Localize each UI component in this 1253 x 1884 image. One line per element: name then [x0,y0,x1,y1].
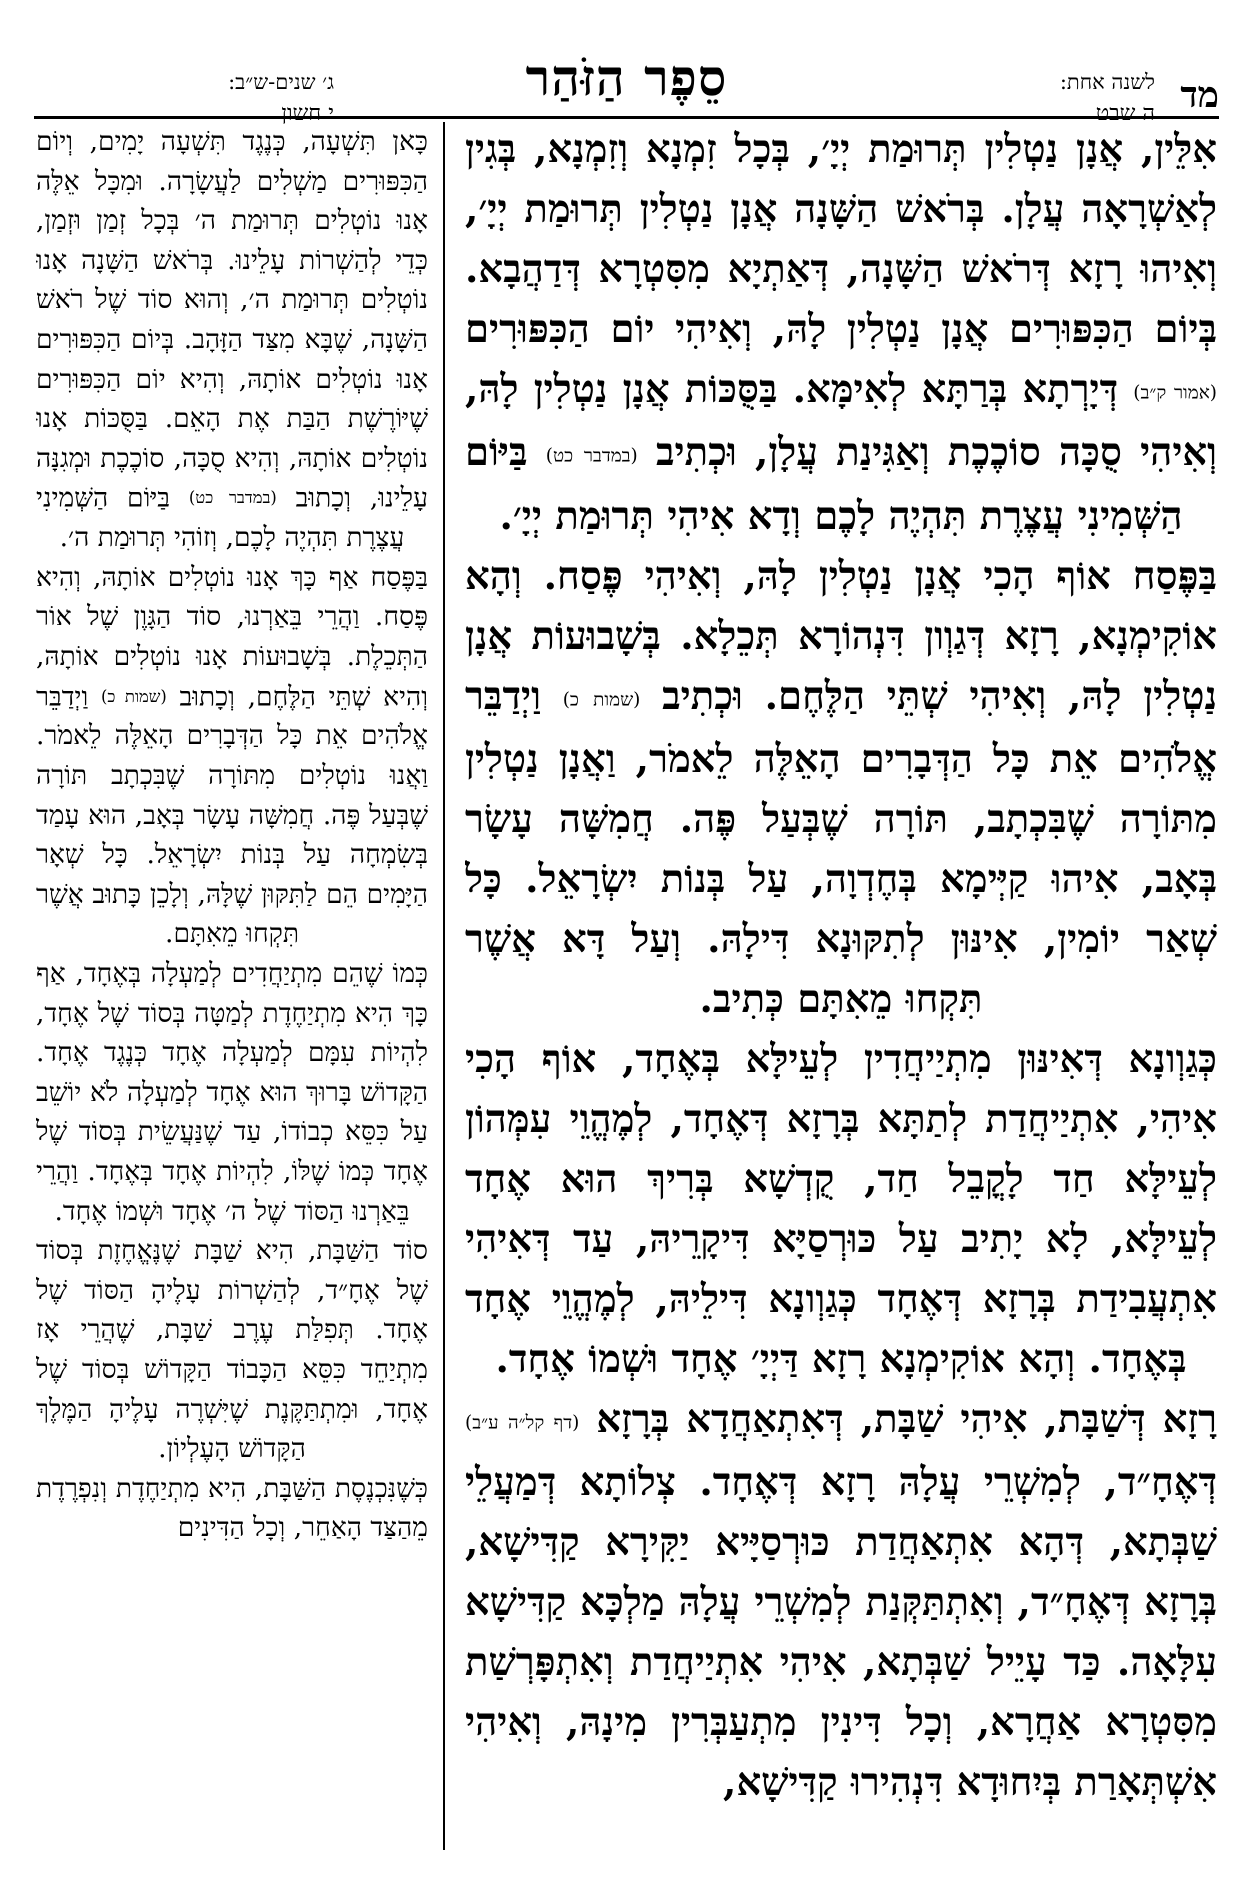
source-reference: (שמות כ) [100,686,167,706]
source-reference: (אמור ק״ב) [1133,382,1217,404]
folio-reference: (דף קל״ה ע״ב) [465,1412,580,1434]
main-paragraph-3: כְּגַוְונָא דְּאִינּוּן מִתְיַיחֲדִין לְעֵילָּא בְּאֶחָד, אוֹף הָכִי אִיהִי, אִתְיַיחֲדַת לְתַתָּא בְּרָזָא דְּאֶחָד, לְמֶהֱוֵי עִמְּהוֹן לְעֵילָּא חַד לָקֳבֵל חַד, קֻדְשָׁא בְּרִיךְ הוּא אֶחָד לְעֵילָּא, לָא יָתִיב עַל כּוּרְסַיָּא דִּיקָרֵיהּ, עַד דְּאִיהִי אִתְעֲבִידַת בְּרָזָא דְּאֶחָד כְּגַוְונָא דִּילֵיהּ, לְמֶהֱוֵי אֶחָד בְּאֶחָד. וְהָא אוֹקִימְנָא רָזָא דַּיְיָ׳ אֶחָד וּשְׁמוֹ אֶחָד. [465,1036,1217,1382]
main-paragraph-2: בַּפֶּסַח אוֹף הָכִי אֲנָן נַטְלִין לָהּ, וְאִיהִי פֶּסַח. וְהָא אוֹקִימְנָא, רָזָא דְּגַוְון דִּנְהוֹרָא תְּכֵלָא. בְּשָׁבוּעוֹת אֲנָן נַטְלִין לָהּ, וְאִיהִי שְׁתֵּי הַלֶּחֶם. וּכְתִיב (שמות כ) וַיְדַבֵּר אֱלֹהִים אֵת כָּל הַדְּבָרִים הָאֵלֶּה לֵאמֹר, וַאֲנָן נַטְלִין מִתּוֹרָה שֶׁבִּכְתָב, תּוֹרָה שֶׁבְּעַל פֶּה. חֲמִשָּׁה עָשָׂר בְּאָב, אִיהוּ קַיְּימָא בְּחֶדְוָה, עַל בְּנוֹת יִשְׂרָאֵל. כָּל שְׁאַר יוֹמִין, אִינּוּן לְתִקּוּנָא דִּילָהּ. וְעַל דָּא אֲשֶׁר תִּקְחוּ מֵאִתָּם כְּתִיב. [465,553,1217,1022]
schedule-date: י חשון [281,101,334,126]
schedule-date: ה שבט [1095,101,1155,126]
translation-paragraph-5: כְּשֶׁנִּכְנֶסֶת הַשַּׁבָּת, הִיא מִתְיַחֶדֶת וְנִפְרֶדֶת מֵהַצַּד הָאַחֵר, וְכָל הַדִּינִים [36,1472,428,1544]
source-reference: (שמות כ) [562,688,641,710]
translation-paragraph-3: כְּמוֹ שֶׁהֵם מִתְיַחֲדִים לְמַעְלָה בְּאֶחָד, אַף כָּךְ הִיא מִתְיַחֶדֶת לְמַטָּה בְּסוֹד שֶׁל אֶחָד, לִהְיוֹת עִמָּם לְמַעְלָה אֶחָד כְּנֶגֶד אֶחָד. הַקָּדוֹשׁ בָּרוּךְ הוּא אֶחָד לְמַעְלָה לֹא יוֹשֵׁב עַל כִּסֵּא כְבוֹדוֹ, עַד שֶׁנַּעֲשֵׂית בְּסוֹד שֶׁל אֶחָד כְּמוֹ שֶׁלּוֹ, לִהְיוֹת אֶחָד בְּאֶחָד. וַהֲרֵי בֵּאַרְנוּ הַסּוֹד שֶׁל ה׳ אֶחָד וּשְׁמוֹ אֶחָד. [36,958,428,1227]
page-number: מד [1180,74,1219,116]
translation-column [36,122,428,1854]
main-paragraph-4: רָזָא דְּשַׁבָּת, אִיהִי שַׁבָּת, דְּאִתְאַחֲדָא בְּרָזָא (דף קל״ה ע״ב) דְּאֶחָ״ד, לְמִשְׁרֵי עֲלָהּ רָזָא דְּאֶחָד. צְלוֹתָא דְּמַעֲלֵי שַׁבְּתָא, דְּהָא אִתְאַחֲדַת כּוּרְסַיָּיא יַקִּירָא קַדִּישָׁא, בְּרָזָא דְּאֶחָ״ד, וְאִתְתַּקְּנַת לְמִשְׁרֵי עֲלָהּ מַלְכָּא קַדִּישָׁא עִלָּאָה. כַּד עָיֵיל שַׁבְּתָא, אִיהִי אִתְיַיחֲדַת וְאִתְפָּרְשַׁת מִסִּטְרָא אַחֲרָא, וְכָל דִּינִין מִתְעַבְּרִין מִינָהּ, וְאִיהִי אִשְׁתְּאָרַת בְּיִחוּדָא דִּנְהִירוּ קַדִּישָׁא, [465,1396,1217,1806]
main-text-column [465,120,1217,1854]
schedule-label: ג׳ שנים-ש״ב: [228,70,334,94]
main-paragraph-1: אִלֵּין, אֲנָן נַטְלִין תְּרוּמַת יְיָ׳, בְּכָל זִמְנָא וְזִמְנָא, בְּגִין לְאַשְׁרָאָה עֲלָן. בְּרֹאשׁ הַשָּׁנָה אֲנָן נַטְלִין תְּרוּמַת יְיָ׳, וְאִיהוּ רָזָא דְּרֹאשׁ הַשָּׁנָה, דְּאַתְיָא מִסִּטְרָא דְּדַהֲבָא. בְּיוֹם הַכִּפּוּרִים אֲנָן נַטְלִין לָהּ, וְאִיהִי יוֹם הַכִּפּוּרִים (אמור ק״ב) דְּיָרְתָא בְּרַתָּא לְאִימָּא. בַּסֻּכּוֹת אֲנָן נַטְלִין לָהּ, וְאִיהִי סֻכָּה סוֹכֶכֶת וְאַגִּינַת עֲלָן, וּכְתִיב (במדבר כט) בַּיּוֹם הַשְּׁמִינִי עֲצֶרֶת תִּהְיֶה לָכֶם וְדָא אִיהִי תְּרוּמַת יְיָ׳. [465,127,1217,539]
translation-paragraph-1: כָּאן תִּשְׁעָה, כְּנֶגֶד תִּשְׁעָה יָמִים, וְיוֹם הַכִּפּוּרִים מַשְׁלִים לַעֲשָׂרָה. וּמִכָּל אֵלֶּה אָנוּ נוֹטְלִים תְּרוּמַת ה׳ בְּכָל זְמַן וּזְמַן, כְּדֵי לְהַשְׁרוֹת עָלֵינוּ. בְּרֹאשׁ הַשָּׁנָה אָנוּ נוֹטְלִים תְּרוּמַת ה׳, וְהוּא סוֹד שֶׁל רֹאשׁ הַשָּׁנָה, שֶׁבָּא מִצַּד הַזָּהָב. בְּיוֹם הַכִּפּוּרִים אָנוּ נוֹטְלִים אוֹתָהּ, וְהִיא יוֹם הַכִּפּוּרִים שֶׁיּוֹרֶשֶׁת הַבַּת אֶת הָאֵם. בַּסֻּכּוֹת אָנוּ נוֹטְלִים אוֹתָהּ, וְהִיא סֻכָּה, סוֹכֶכֶת וּמְגִנָּה עָלֵינוּ, וְכָתוּב (במדבר כט) בַּיּוֹם הַשְּׁמִינִי עֲצֶרֶת תִּהְיֶה לָכֶם, וְזוֹהִי תְּרוּמַת ה׳. [36,126,428,554]
source-reference: (במדבר כט) [545,445,638,467]
header-rule [34,116,1219,119]
column-divider [443,122,445,1850]
source-reference: (במדבר כט) [188,488,277,508]
study-schedule-three-year [34,66,334,130]
schedule-label: לשנה אחת: [1059,70,1155,94]
translation-paragraph-4: סוֹד הַשַּׁבָּת, הִיא שַׁבָּת שֶׁנֶּאֱחֶזֶת בְּסוֹד שֶׁל אֶחָ״ד, לְהַשְׁרוֹת עָלֶיהָ הַסּוֹד שֶׁל אֶחָד. תְּפִלַּת עֶרֶב שַׁבָּת, שֶׁהֲרֵי אָז מִתְיַחֵד כִּסֵּא הַכָּבוֹד הַקָּדוֹשׁ בְּסוֹד שֶׁל אֶחָד, וּמִתְתַּקֶּנֶת שֶׁיִּשְׁרֶה עָלֶיהָ הַמֶּלֶךְ הַקָּדוֹשׁ הָעֶלְיוֹן. [36,1235,428,1465]
book-title: סֵפֶר הַזֹּהַר [525,48,728,107]
page-header [34,38,1219,124]
translation-paragraph-2: בַּפֶּסַח אַף כָּךְ אָנוּ נוֹטְלִים אוֹתָהּ, וְהִיא פֶּסַח. וַהֲרֵי בֵּאַרְנוּ, סוֹד הַגָּוֶן שֶׁל אוֹר הַתְּכֵלֶת. בְּשָׁבוּעוֹת אָנוּ נוֹטְלִים אוֹתָהּ, וְהִיא שְׁתֵּי הַלֶּחֶם, וְכָתוּב (שמות כ) וַיְדַבֵּר אֱלֹהִים אֵת כָּל הַדְּבָרִים הָאֵלֶּה לֵאמֹר. וַאֲנוּ נוֹטְלִים מִתּוֹרָה שֶׁבִּכְתָב תּוֹרָה שֶׁבְּעַל פֶּה. חֲמִשָּׁה עָשָׂר בְּאָב, הוּא עָמַד בְּשִׂמְחָה עַל בְּנוֹת יִשְׂרָאֵל. כָּל שְׁאָר הַיָּמִים הֵם לַתִּקּוּן שֶׁלָּהּ, וְלָכֵן כָּתוּב אֲשֶׁר תִּקְחוּ מֵאִתָּם. [36,561,428,950]
